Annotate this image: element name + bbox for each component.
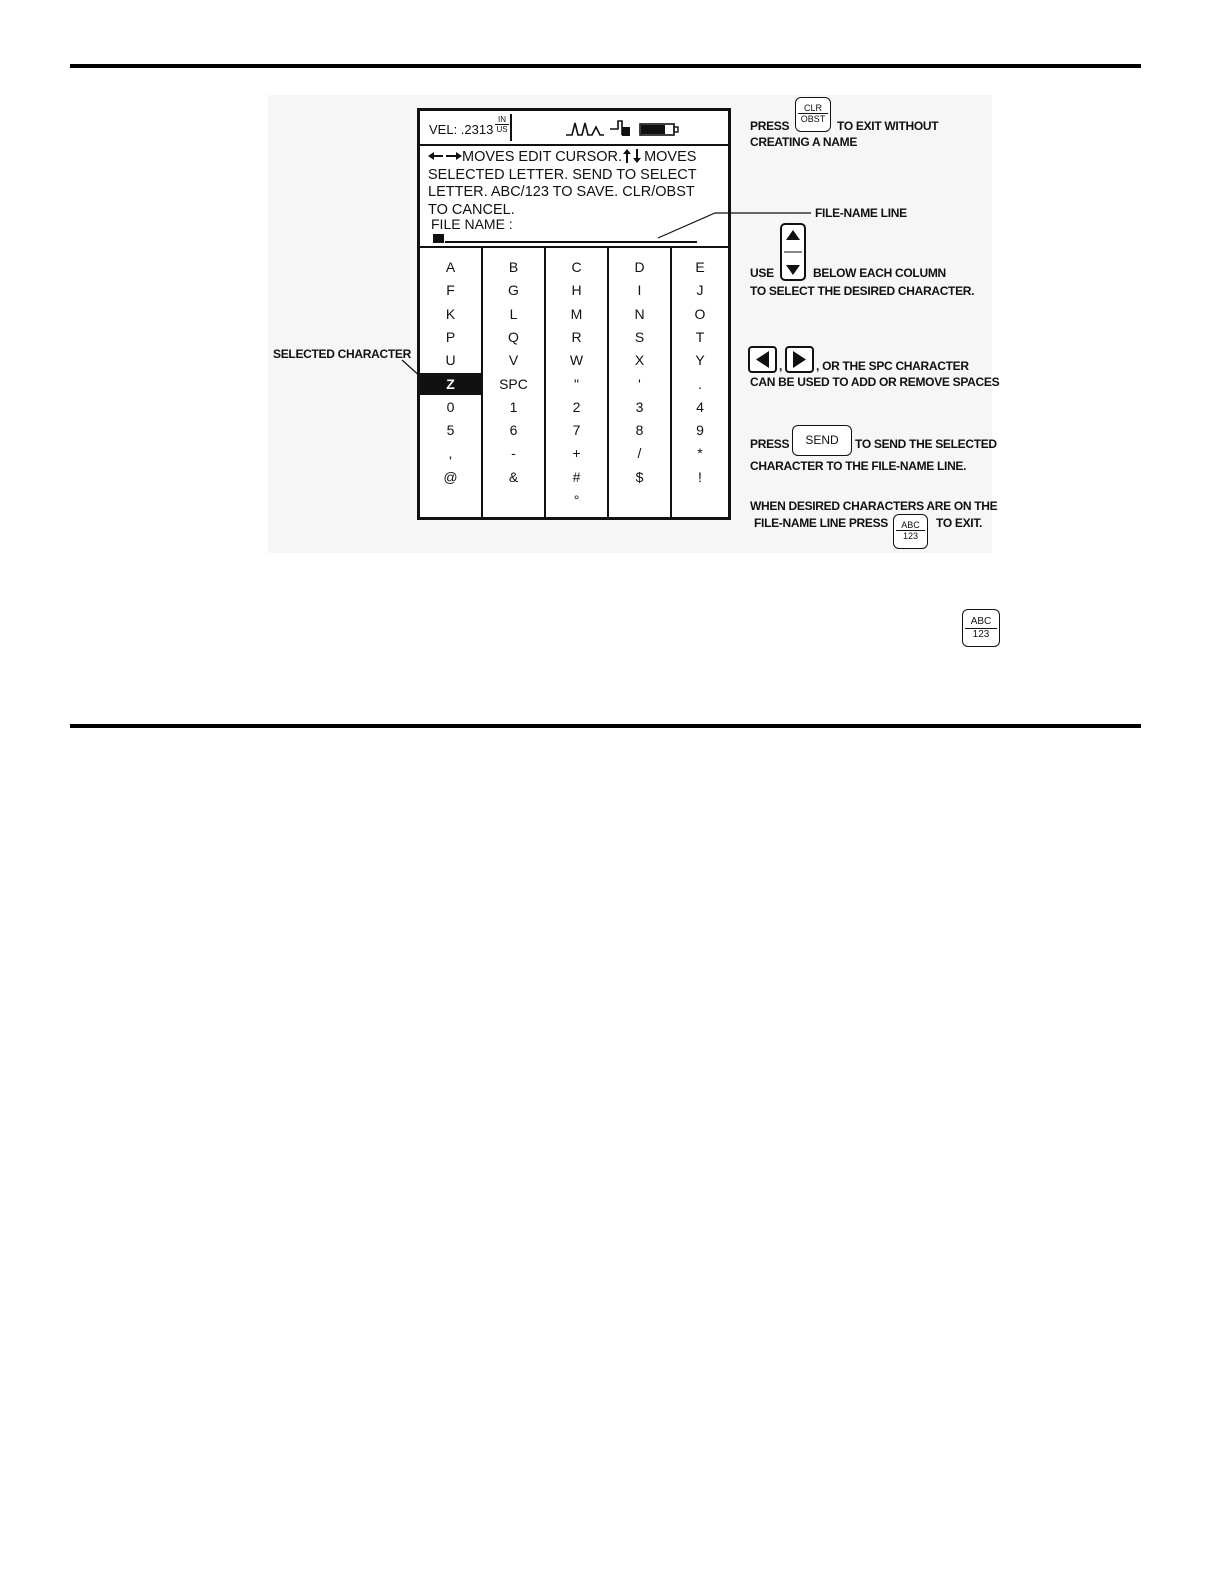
bottom-rule (70, 724, 1141, 728)
instruction-line-4: TO CANCEL. (428, 201, 515, 218)
send-selected-label: TO SEND THE SELECTED (855, 437, 997, 451)
clr-key-bottom: OBST (798, 113, 828, 124)
filename-label: FILE NAME : (431, 216, 513, 232)
character-cell[interactable]: F (446, 282, 455, 299)
character-cell[interactable]: Q (508, 328, 519, 345)
velocity-readout: VEL: .2313 (429, 122, 494, 137)
use-label: USE (750, 266, 774, 280)
character-cell[interactable]: * (697, 445, 703, 462)
file-name-line-press-label: FILE-NAME LINE PRESS (754, 516, 889, 530)
abc-key-bottom: 123 (896, 530, 925, 541)
character-cell[interactable]: 6 (509, 422, 518, 439)
character-cell[interactable]: ' (638, 375, 641, 392)
exit-without-label: TO EXIT WITHOUT (837, 119, 939, 133)
instruction-line-1b: MOVES (644, 149, 697, 165)
add-remove-spaces-label: CAN BE USED TO ADD OR REMOVE SPACES (750, 375, 1000, 389)
character-cell[interactable]: I (637, 282, 642, 299)
creating-name-label: CREATING A NAME (750, 135, 858, 149)
clr-key-top: CLR (803, 103, 822, 113)
character-cell[interactable]: X (634, 352, 645, 369)
character-to-line-label: CHARACTER TO THE FILE-NAME LINE. (750, 459, 967, 473)
character-cell[interactable]: U (445, 352, 456, 369)
character-cell[interactable]: $ (635, 468, 644, 485)
selected-character-label: SELECTED CHARACTER (273, 347, 411, 361)
character-cell[interactable]: 3 (635, 398, 644, 415)
character-cell[interactable]: & (508, 468, 519, 485)
character-cell[interactable]: 4 (696, 398, 704, 415)
character-cell[interactable]: P (445, 328, 456, 345)
character-cell[interactable]: # (572, 468, 581, 485)
standalone-abc-123-key (962, 609, 1000, 647)
instruction-line-1a: MOVES EDIT CURSOR. (462, 149, 623, 165)
character-cell[interactable]: 7 (572, 422, 581, 439)
character-cell[interactable]: SPC (499, 375, 528, 392)
abc-key-top: ABC (901, 520, 920, 530)
character-cell[interactable]: 8 (635, 422, 644, 439)
character-cell[interactable]: T (695, 328, 705, 345)
character-cell[interactable]: B (508, 259, 519, 275)
character-cell[interactable]: - (511, 445, 516, 462)
character-cell[interactable]: 5 (446, 422, 455, 439)
character-cell[interactable]: + (572, 445, 581, 462)
file-name-line-leader (658, 213, 811, 238)
character-cell[interactable]: S (634, 328, 645, 345)
file-name-line-label: FILE-NAME LINE (815, 206, 907, 220)
clr-press-label: PRESS (750, 119, 790, 133)
character-cell[interactable]: G (508, 282, 519, 299)
comma-separator: , (779, 359, 783, 373)
character-cell[interactable]: C (571, 259, 582, 275)
character-cell[interactable]: A (445, 259, 456, 275)
character-cell[interactable]: / (637, 445, 642, 462)
character-cell[interactable]: ! (698, 468, 702, 485)
character-cell[interactable]: J (696, 282, 704, 299)
character-cell[interactable]: 0 (446, 398, 455, 415)
character-cell[interactable]: H (571, 282, 582, 299)
character-cell[interactable]: D (634, 259, 645, 275)
character-cell[interactable]: K (445, 305, 456, 322)
standalone-key-bottom: 123 (965, 628, 997, 641)
or-spc-label: , OR THE SPC CHARACTER (816, 359, 969, 373)
units-bottom: US (496, 125, 508, 134)
to-exit-label: TO EXIT. (936, 516, 983, 530)
character-cell[interactable]: @ (443, 468, 458, 485)
when-desired-label: WHEN DESIRED CHARACTERS ARE ON THE (750, 499, 998, 513)
character-cell[interactable]: 2 (572, 398, 581, 415)
character-cell[interactable]: . (698, 375, 702, 392)
character-cell[interactable]: , (448, 445, 453, 462)
character-cell[interactable]: N (634, 305, 645, 322)
leader-lines (0, 0, 1224, 760)
character-cell[interactable]: M (570, 305, 583, 322)
instruction-line-2: SELECTED LETTER. SEND TO SELECT (428, 166, 697, 183)
selected-character-cell[interactable]: Z (420, 373, 481, 395)
character-cell[interactable]: 1 (509, 398, 518, 415)
character-cell[interactable]: ° (573, 492, 580, 508)
character-cell[interactable]: Y (695, 352, 705, 369)
selected-character-leader (402, 360, 422, 378)
character-cell[interactable]: R (571, 328, 582, 345)
character-cell[interactable]: O (694, 305, 706, 322)
character-cell[interactable]: L (509, 305, 518, 322)
character-cell[interactable]: W (569, 352, 584, 369)
units-top: IN (495, 115, 509, 125)
send-press-label: PRESS (750, 437, 790, 451)
select-desired-label: TO SELECT THE DESIRED CHARACTER. (750, 284, 975, 298)
character-cell[interactable]: " (574, 375, 579, 392)
character-cell[interactable]: 9 (696, 422, 704, 439)
instruction-line-3: LETTER. ABC/123 TO SAVE. CLR/OBST (428, 184, 695, 200)
character-cell[interactable]: V (508, 352, 519, 369)
send-key: SEND (792, 425, 852, 456)
below-each-column-label: BELOW EACH COLUMN (813, 266, 946, 280)
standalone-key-top: ABC (970, 616, 992, 627)
character-cell[interactable]: E (695, 259, 705, 275)
